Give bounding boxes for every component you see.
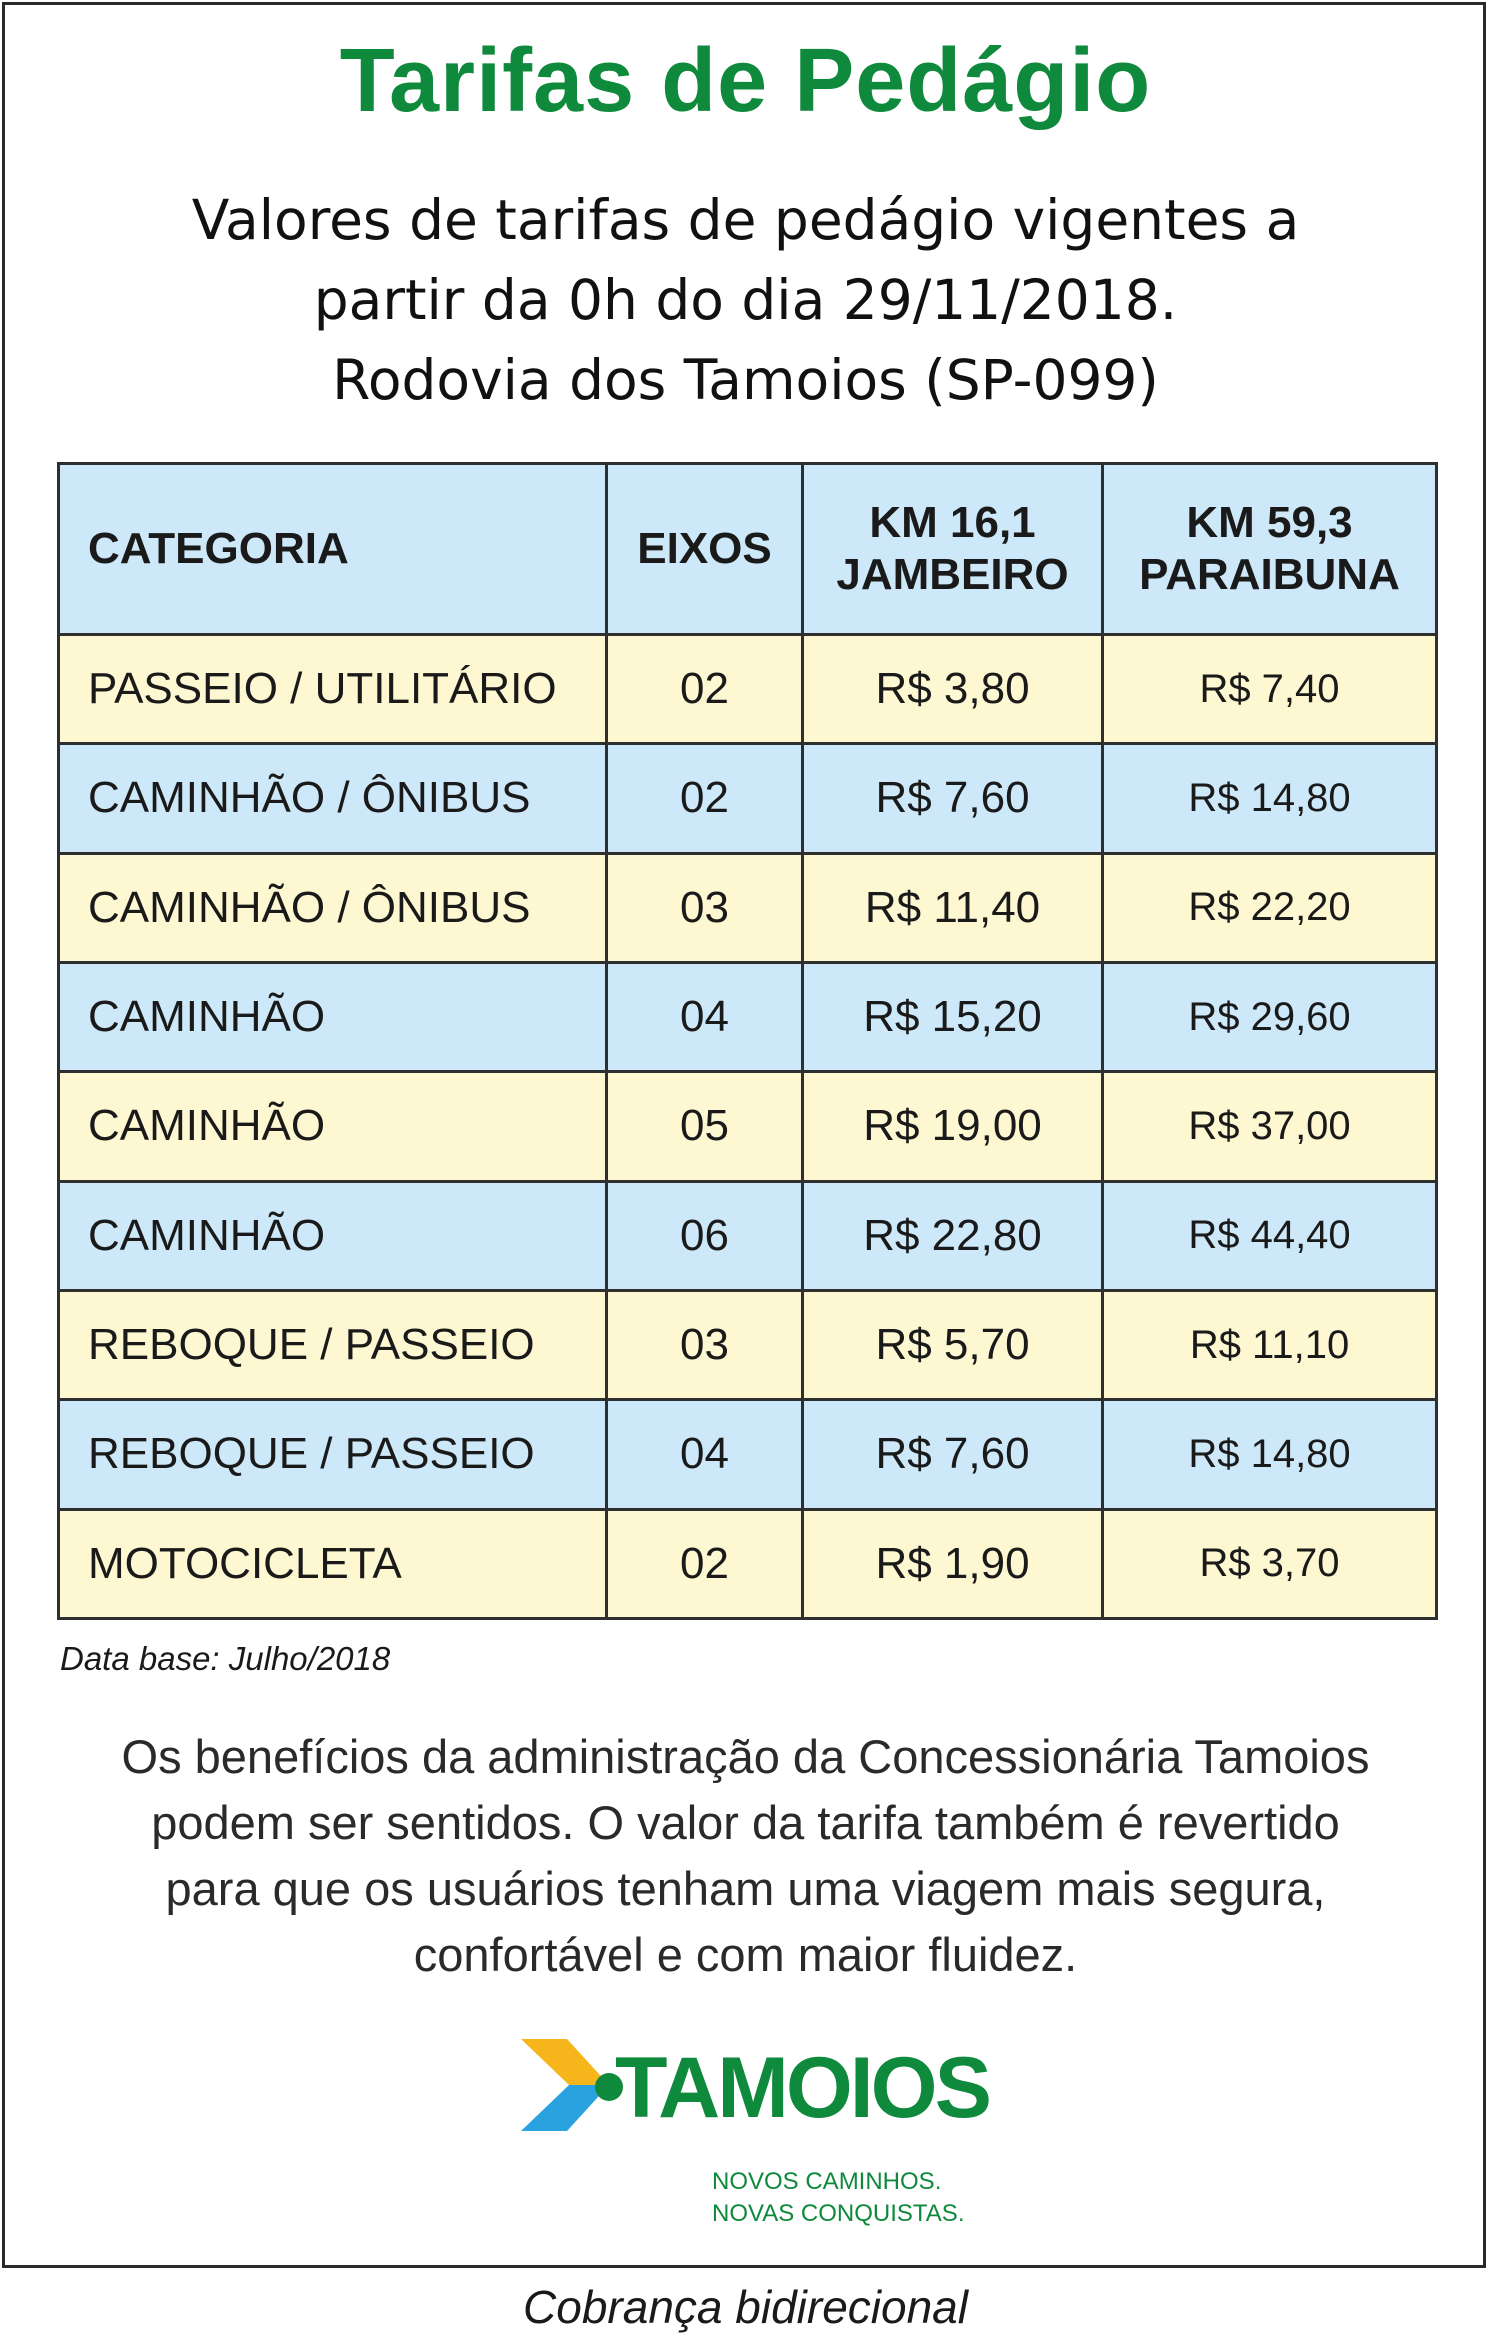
cell-paraibuna: R$ 29,60 <box>1103 962 1437 1071</box>
header-km-16-jambeiro <box>803 464 1103 635</box>
benefits-description <box>0 1724 1491 1988</box>
cell-categoria: CAMINHÃO <box>59 1072 607 1181</box>
cell-categoria: REBOQUE / PASSEIO <box>59 1400 607 1509</box>
cell-eixos: 04 <box>607 962 803 1071</box>
table-row <box>59 1400 1437 1509</box>
cell-eixos: 06 <box>607 1181 803 1290</box>
cell-paraibuna: R$ 44,40 <box>1103 1181 1437 1290</box>
header-km-59-paraibuna <box>1103 464 1437 635</box>
subtitle-line: Valores de tarifas de pedágio vigentes a <box>191 188 1300 252</box>
cell-jambeiro: R$ 5,70 <box>803 1290 1103 1399</box>
cell-eixos: 02 <box>607 1509 803 1618</box>
cell-categoria: REBOQUE / PASSEIO <box>59 1290 607 1399</box>
subtitle-line: Rodovia dos Tamoios (SP-099) <box>332 348 1159 412</box>
toll-table <box>57 462 1438 1620</box>
table-row <box>59 744 1437 853</box>
table-row <box>59 1072 1437 1181</box>
cell-eixos: 02 <box>607 635 803 744</box>
table-row <box>59 853 1437 962</box>
cell-jambeiro: R$ 19,00 <box>803 1072 1103 1181</box>
cell-paraibuna: R$ 22,20 <box>1103 853 1437 962</box>
description-line: podem ser sentidos. O valor da tarifa também é revertido <box>151 1796 1340 1849</box>
cell-jambeiro: R$ 7,60 <box>803 1400 1103 1509</box>
cell-eixos: 04 <box>607 1400 803 1509</box>
header-line: KM 16,1 <box>869 498 1036 547</box>
footer-caption: Cobrança bidirecional <box>523 2281 968 2333</box>
cell-jambeiro: R$ 15,20 <box>803 962 1103 1071</box>
cell-categoria: MOTOCICLETA <box>59 1509 607 1618</box>
header-line: KM 59,3 <box>1186 498 1353 547</box>
logo-blue-chevron <box>521 2085 609 2131</box>
logo-slogan <box>712 2166 964 2230</box>
slogan-line: NOVOS CAMINHOS. <box>712 2168 942 2195</box>
description-line: confortável e com maior fluidez. <box>413 1928 1078 1981</box>
cell-paraibuna: R$ 7,40 <box>1103 635 1437 744</box>
cell-jambeiro: R$ 22,80 <box>803 1181 1103 1290</box>
table-row <box>59 1509 1437 1618</box>
logo-yellow-chevron <box>521 2039 609 2085</box>
header-eixos: EIXOS <box>607 464 803 635</box>
cell-paraibuna: R$ 3,70 <box>1103 1509 1437 1618</box>
slogan-line: NOVAS CONQUISTAS. <box>712 2200 965 2227</box>
cell-eixos: 05 <box>607 1072 803 1181</box>
cell-jambeiro: R$ 11,40 <box>803 853 1103 962</box>
cell-paraibuna: R$ 14,80 <box>1103 744 1437 853</box>
header-categoria: CATEGORIA <box>59 464 607 635</box>
cell-eixos: 03 <box>607 1290 803 1399</box>
table-header-row <box>59 464 1437 635</box>
cell-paraibuna: R$ 14,80 <box>1103 1400 1437 1509</box>
tamoios-logo-icon <box>515 2035 625 2135</box>
tamoios-logo-wordmark: TAMOIOS <box>615 2040 989 2136</box>
table-row <box>59 1181 1437 1290</box>
cell-jambeiro: R$ 1,90 <box>803 1509 1103 1618</box>
description-line: Os benefícios da administração da Concessionária Tamoios <box>121 1730 1370 1783</box>
cell-categoria: CAMINHÃO <box>59 962 607 1071</box>
cell-categoria: CAMINHÃO / ÔNIBUS <box>59 853 607 962</box>
cell-jambeiro: R$ 7,60 <box>803 744 1103 853</box>
table-row <box>59 635 1437 744</box>
cell-paraibuna: R$ 37,00 <box>1103 1072 1437 1181</box>
subtitle-line: partir da 0h do dia 29/11/2018. <box>313 268 1178 332</box>
cell-eixos: 03 <box>607 853 803 962</box>
header-line: JAMBEIRO <box>836 550 1069 599</box>
description-line: para que os usuários tenham uma viagem mais segura, <box>165 1862 1326 1915</box>
cell-categoria: PASSEIO / UTILITÁRIO <box>59 635 607 744</box>
subtitle <box>0 180 1491 420</box>
table-row <box>59 1290 1437 1399</box>
table-row <box>59 962 1437 1071</box>
cell-categoria: CAMINHÃO / ÔNIBUS <box>59 744 607 853</box>
cell-categoria: CAMINHÃO <box>59 1181 607 1290</box>
header-line: PARAIBUNA <box>1139 550 1400 599</box>
cell-paraibuna: R$ 11,10 <box>1103 1290 1437 1399</box>
page-title: Tarifas de Pedágio <box>339 31 1152 131</box>
base-date-note: Data base: Julho/2018 <box>60 1640 391 1677</box>
cell-jambeiro: R$ 3,80 <box>803 635 1103 744</box>
cell-eixos: 02 <box>607 744 803 853</box>
